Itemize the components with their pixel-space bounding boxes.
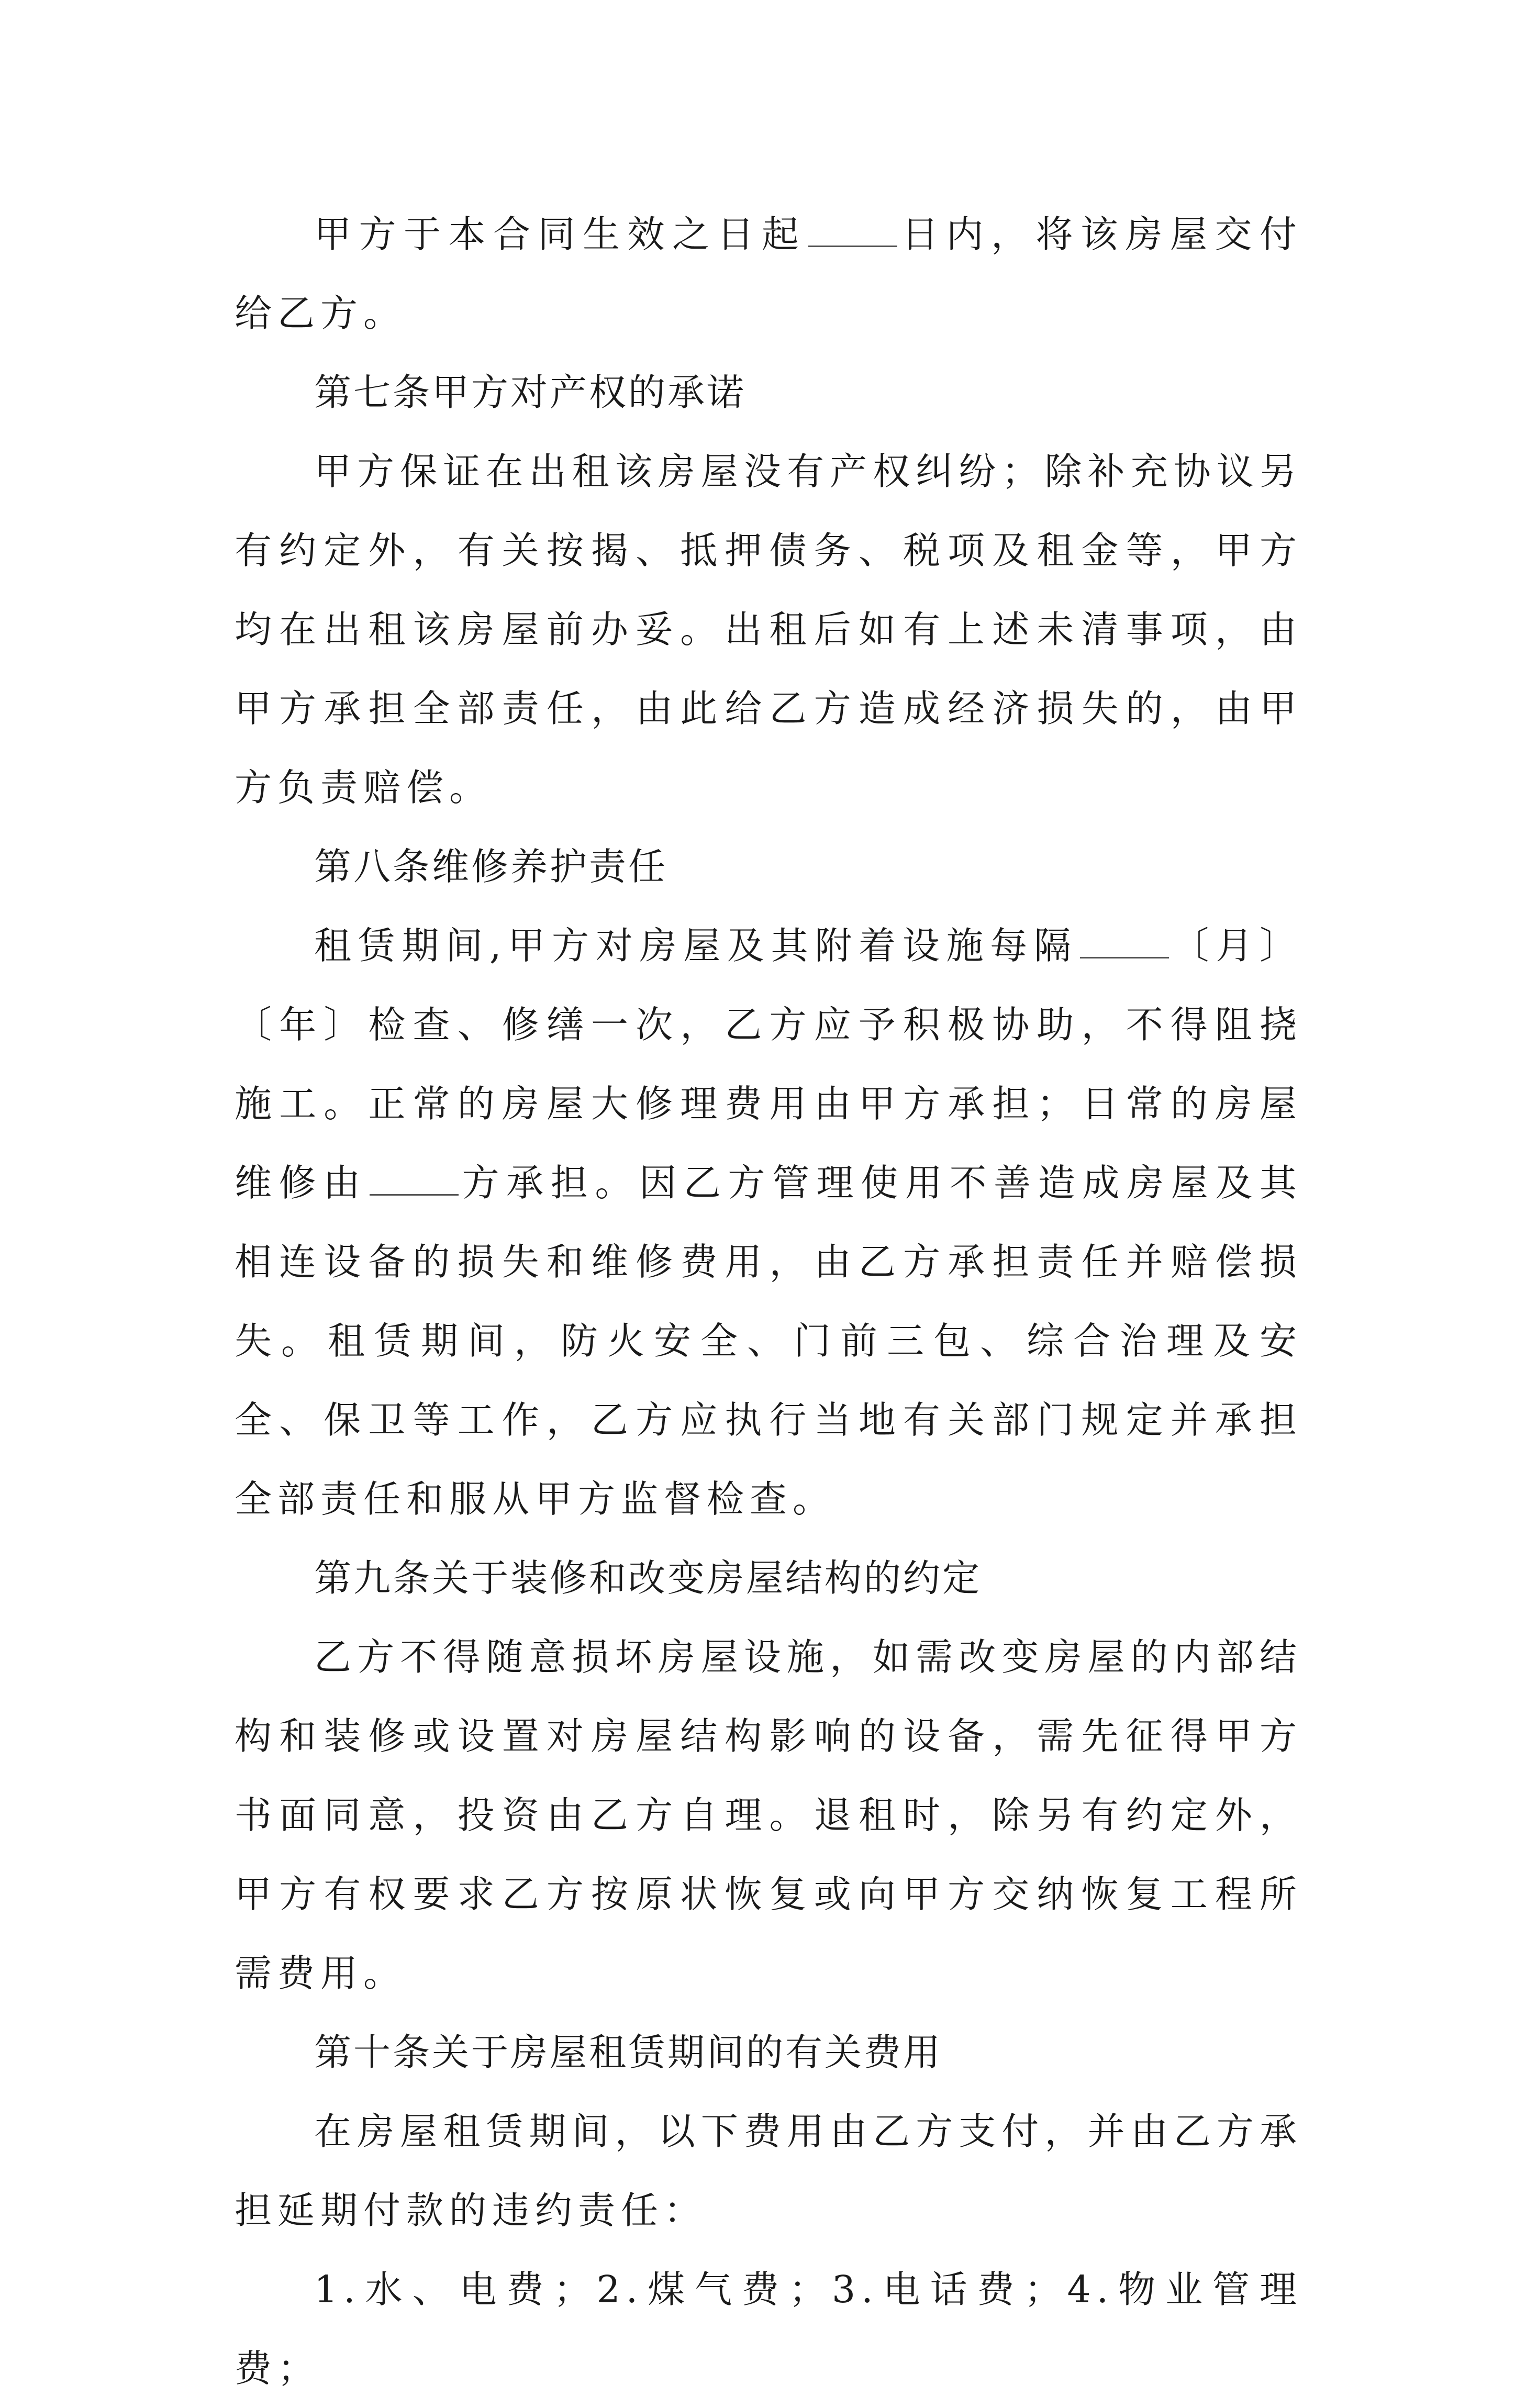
paragraph-renovation: 乙方不得随意损坏房屋设施，如需改变房屋的内部结构和装修或设置对房屋结构影响的设备，需先征得甲方书面同意，投资由乙方自理。退租时，除另有约定外，甲方有权要求乙方按原状恢复或向甲方交纳恢复工程所需费用。 <box>235 1635 1302 1995</box>
paragraph-delivery <box>235 195 1302 353</box>
maintenance-text-start: 租赁期间,甲方对房屋及其附着设施每隔 <box>314 924 1078 967</box>
paragraph-fees-intro: 在房屋租赁期间，以下费用由乙方支付，并由乙方承担延期付款的违约责任： <box>235 2110 1302 2232</box>
maintenance-text-middle: 〔月〕〔年〕检查、修缮一次，乙方应予积极协助，不得阻挠施工。正常的房屋大修理费用由甲方承担；日常的房屋维修由 <box>235 924 1302 1205</box>
document-body <box>235 195 1302 2408</box>
maintenance-text-end: 方承担。因乙方管理使用不善造成房屋及其相连设备的损失和维修费用，由乙方承担责任并赔偿损失。租赁期间，防火安全、门前三包、综合治理及安全、保卫等工作，乙方应执行当地有关部门规定并承担全部责任和服从甲方监督检查。 <box>235 1161 1302 1521</box>
heading-article-10: 第十条关于房屋租赁期间的有关费用 <box>314 2031 943 2074</box>
paragraph-property-rights: 甲方保证在出租该房屋没有产权纠纷；除补充协议另有约定外，有关按揭、抵押债务、税项及租金等，甲方均在出租该房屋前办妥。出租后如有上述未清事项，由甲方承担全部责任，由此给乙方造成经济损失的，由甲方负责赔偿。 <box>235 450 1302 809</box>
blank-repair-party <box>370 1161 459 1196</box>
paragraph-fees-list: 1.水、电费；2.煤气费；3.电话费；4.物业管理费； <box>235 2268 1302 2390</box>
delivery-text-start: 甲方于本合同生效之日起 <box>314 213 807 256</box>
heading-article-8: 第八条维修养护责任 <box>314 845 668 888</box>
heading-article-9: 第九条关于装修和改变房屋结构的约定 <box>314 1556 982 1600</box>
heading-article-7: 第七条甲方对产权的承诺 <box>314 371 747 414</box>
blank-days <box>808 212 897 247</box>
paragraph-maintenance <box>235 906 1302 1539</box>
blank-interval <box>1080 923 1169 958</box>
delivery-text-end: 日内，将该房屋交付给乙方。 <box>235 213 1302 335</box>
